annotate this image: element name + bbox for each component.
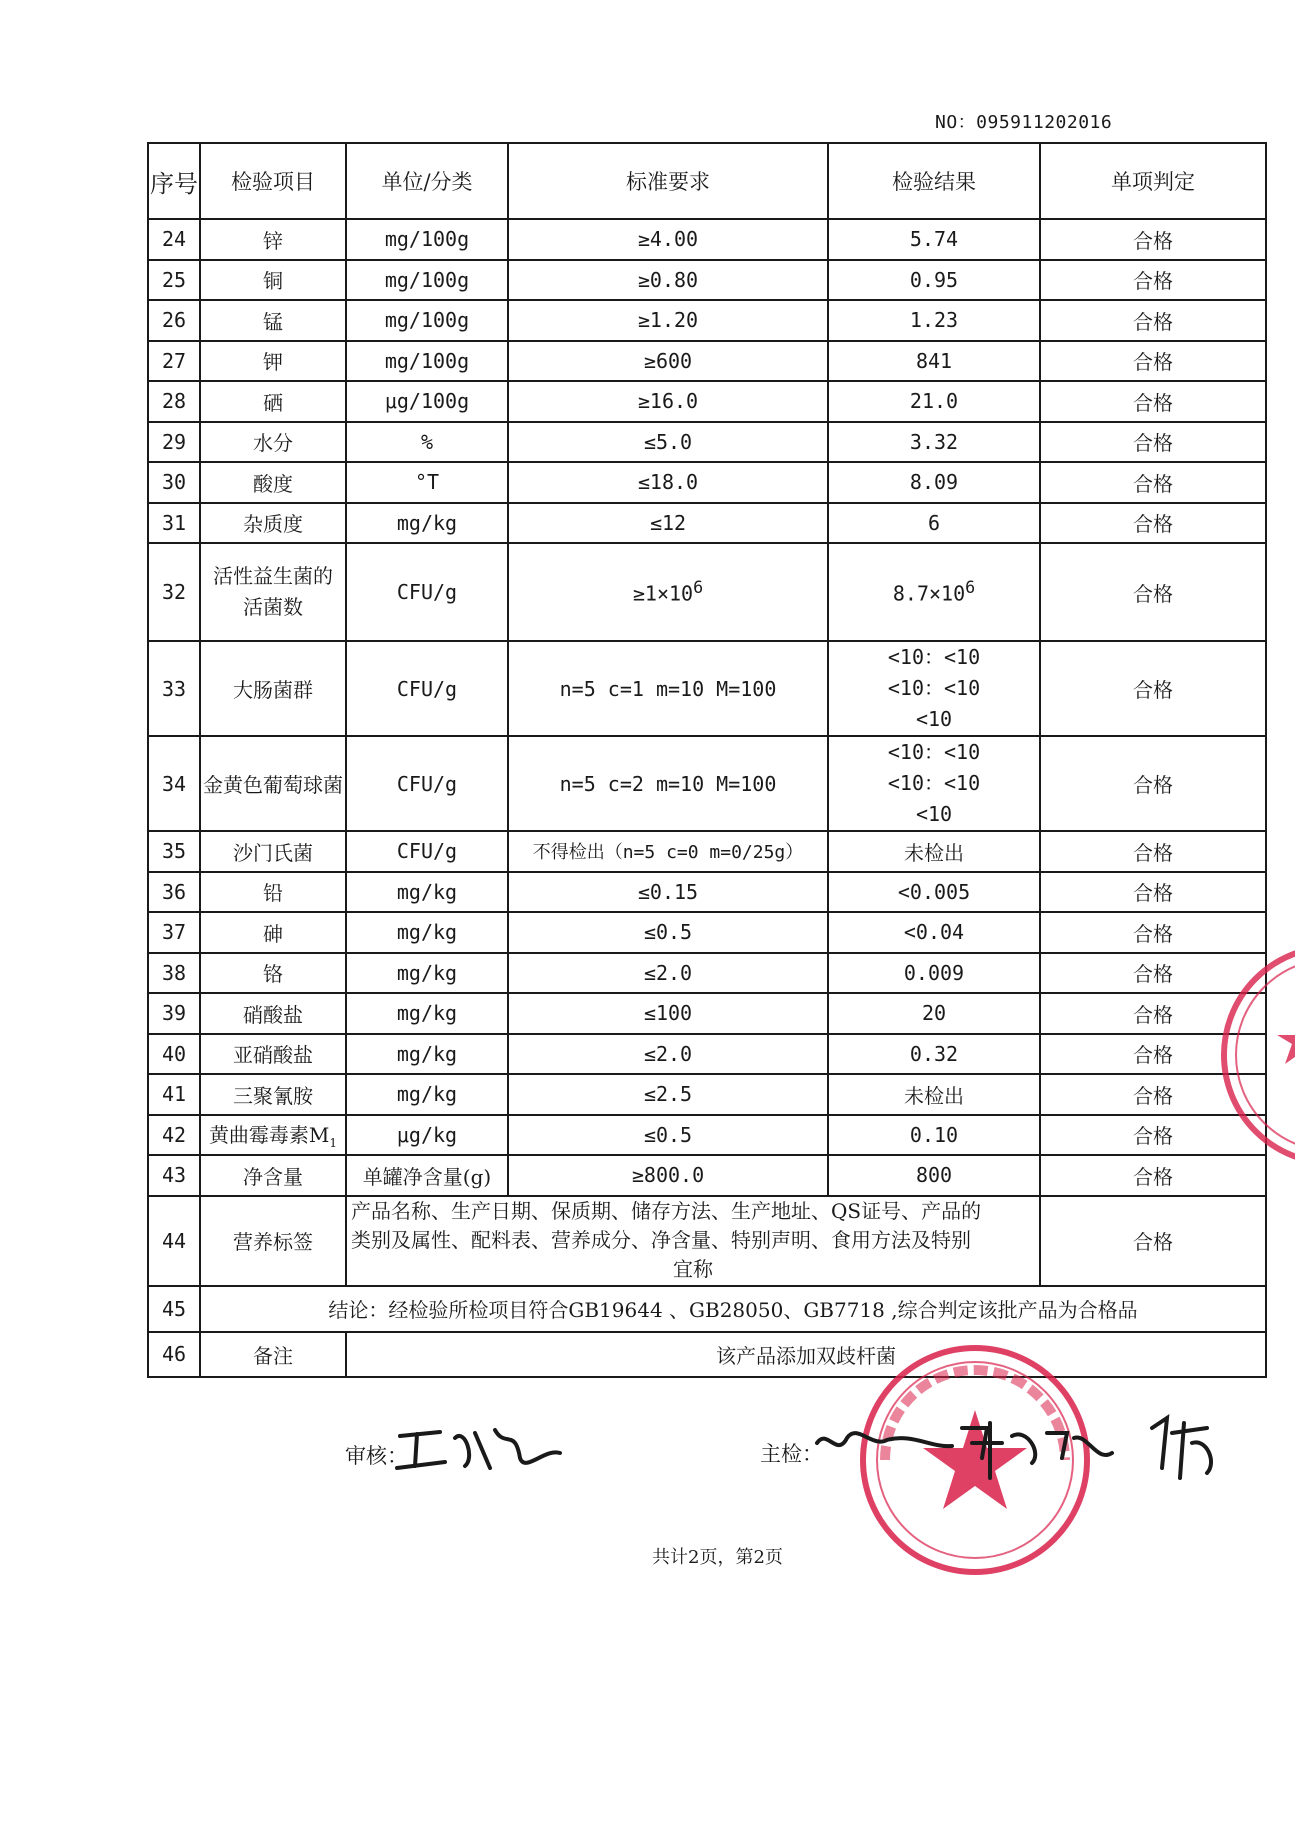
row-unit: mg/100g <box>346 219 508 260</box>
result-exponent: 6 <box>965 578 976 598</box>
row-standard: ≤2.5 <box>508 1074 828 1115</box>
inspector-signatures <box>812 1408 1232 1488</box>
row-unit: μg/kg <box>346 1115 508 1156</box>
row-judgement: 合格 <box>1040 953 1266 994</box>
row-item: 铅 <box>200 872 346 913</box>
requirement-line: 类别及属性、配料表、营养成分、净含量、特别声明、食用方法及特别 <box>351 1228 971 1252</box>
row-judgement: 合格 <box>1040 422 1266 463</box>
row-standard: ≤0.15 <box>508 872 828 913</box>
result-line: <10 <box>915 707 953 731</box>
item-name: 黄曲霉毒素M <box>208 1123 330 1148</box>
row-item: 硝酸盐 <box>200 993 346 1034</box>
row-judgement: 合格 <box>1040 1196 1266 1286</box>
table-row <box>148 1034 1266 1075</box>
header-no: 序号 <box>148 143 200 219</box>
row-judgement: 合格 <box>1040 462 1266 503</box>
row-standard: ≥4.00 <box>508 219 828 260</box>
table-row <box>148 872 1266 913</box>
row-no: 36 <box>148 872 200 913</box>
row-standard: ≤18.0 <box>508 462 828 503</box>
row-result: 未检出 <box>828 1074 1040 1115</box>
row-item: 大肠菌群 <box>200 641 346 736</box>
table-row <box>148 462 1266 503</box>
row-unit: mg/100g <box>346 341 508 382</box>
row-no: 37 <box>148 912 200 953</box>
row-no: 27 <box>148 341 200 382</box>
row-judgement: 合格 <box>1040 1074 1266 1115</box>
row-result: 0.10 <box>828 1115 1040 1156</box>
row-no: 25 <box>148 260 200 301</box>
row-unit: % <box>346 422 508 463</box>
row-no: 30 <box>148 462 200 503</box>
requirement-line: 宜称 <box>673 1257 713 1281</box>
row-standard: ≥1.20 <box>508 300 828 341</box>
row-item: 沙门氏菌 <box>200 831 346 872</box>
result-line: <10：<10 <box>887 645 981 669</box>
row-item: 杂质度 <box>200 503 346 544</box>
header-item: 检验项目 <box>200 143 346 219</box>
row-no: 31 <box>148 503 200 544</box>
table-row <box>148 300 1266 341</box>
row-no: 46 <box>148 1332 200 1377</box>
row-standard: ≤2.0 <box>508 1034 828 1075</box>
table-row <box>148 1155 1266 1196</box>
table-row <box>148 1074 1266 1115</box>
row-standard: ≥0.80 <box>508 260 828 301</box>
row-item-line: 活性益生菌的 <box>213 564 333 588</box>
row-item: 硒 <box>200 381 346 422</box>
row-unit: mg/100g <box>346 260 508 301</box>
row-result: <0.04 <box>828 912 1040 953</box>
row-judgement: 合格 <box>1040 543 1266 641</box>
row-standard: ≤12 <box>508 503 828 544</box>
row-item: 酸度 <box>200 462 346 503</box>
row-no: 43 <box>148 1155 200 1196</box>
row-unit: CFU/g <box>346 736 508 831</box>
row-result: 21.0 <box>828 381 1040 422</box>
row-judgement: 合格 <box>1040 1034 1266 1075</box>
row-unit: mg/kg <box>346 912 508 953</box>
row-no: 26 <box>148 300 200 341</box>
row-judgement: 合格 <box>1040 503 1266 544</box>
row-result: 6 <box>828 503 1040 544</box>
document-number: NO：095911202016 <box>935 112 1113 133</box>
row-unit: CFU/g <box>346 641 508 736</box>
row-unit: mg/kg <box>346 1034 508 1075</box>
row-judgement: 合格 <box>1040 736 1266 831</box>
table-row <box>148 219 1266 260</box>
row-item: 锌 <box>200 219 346 260</box>
row-standard: ≥800.0 <box>508 1155 828 1196</box>
row-item: 锰 <box>200 300 346 341</box>
reviewer-label: 审核： <box>345 1444 408 1468</box>
row-unit: 单罐净含量(g) <box>346 1155 508 1196</box>
row-standard: 不得检出（n=5 c=0 m=0/25g） <box>508 831 828 872</box>
table-header-row <box>148 143 1266 219</box>
row-unit: mg/kg <box>346 872 508 913</box>
table-row <box>148 1196 1266 1286</box>
row-judgement: 合格 <box>1040 1155 1266 1196</box>
row-standard: ≥600 <box>508 341 828 382</box>
standard-exponent: 6 <box>693 578 704 598</box>
row-no: 45 <box>148 1286 200 1332</box>
reviewer-signature <box>395 1418 565 1478</box>
table-row <box>148 381 1266 422</box>
row-item: 备注 <box>200 1332 346 1377</box>
row-standard: ≥16.0 <box>508 381 828 422</box>
row-unit: mg/kg <box>346 503 508 544</box>
row-result: 未检出 <box>828 831 1040 872</box>
row-item <box>200 1115 346 1156</box>
inspector-label: 主检： <box>760 1442 823 1466</box>
row-item: 水分 <box>200 422 346 463</box>
row-result <box>828 641 1040 736</box>
result-line: <10：<10 <box>887 771 981 795</box>
row-item-line: 活菌数 <box>243 595 303 619</box>
row-standard: ≤0.5 <box>508 1115 828 1156</box>
row-judgement: 合格 <box>1040 300 1266 341</box>
row-item: 营养标签 <box>200 1196 346 1286</box>
item-subscript: 1 <box>329 1136 338 1151</box>
row-item: 金黄色葡萄球菌 <box>200 736 346 831</box>
row-no: 33 <box>148 641 200 736</box>
nutrition-label-requirements <box>346 1196 1040 1286</box>
row-judgement: 合格 <box>1040 1115 1266 1156</box>
row-standard: ≤0.5 <box>508 912 828 953</box>
row-no: 40 <box>148 1034 200 1075</box>
table-row <box>148 953 1266 994</box>
row-item: 砷 <box>200 912 346 953</box>
row-judgement: 合格 <box>1040 219 1266 260</box>
row-item: 钾 <box>200 341 346 382</box>
row-no: 24 <box>148 219 200 260</box>
row-result: 1.23 <box>828 300 1040 341</box>
table-row <box>148 641 1266 736</box>
row-unit: mg/100g <box>346 300 508 341</box>
row-result: 8.09 <box>828 462 1040 503</box>
row-result: 0.95 <box>828 260 1040 301</box>
row-no: 29 <box>148 422 200 463</box>
row-unit: °T <box>346 462 508 503</box>
table-row <box>148 1332 1266 1377</box>
row-standard: ≤5.0 <box>508 422 828 463</box>
row-no: 42 <box>148 1115 200 1156</box>
row-standard: ≤2.0 <box>508 953 828 994</box>
row-result: 3.32 <box>828 422 1040 463</box>
remark-text: 该产品添加双歧杆菌 <box>346 1332 1266 1377</box>
row-no: 28 <box>148 381 200 422</box>
result-line: <10 <box>915 802 953 826</box>
row-item <box>200 543 346 641</box>
row-unit: CFU/g <box>346 831 508 872</box>
result-base: 8.7×10 <box>892 581 966 606</box>
row-standard: ≤100 <box>508 993 828 1034</box>
row-item: 三聚氰胺 <box>200 1074 346 1115</box>
standard-base: ≥1×10 <box>632 581 694 606</box>
row-standard: n=5 c=1 m=10 M=100 <box>508 641 828 736</box>
table-row <box>148 736 1266 831</box>
row-item: 净含量 <box>200 1155 346 1196</box>
row-no: 44 <box>148 1196 200 1286</box>
table-row <box>148 1286 1266 1332</box>
requirement-line: 产品名称、生产日期、保质期、储存方法、生产地址、QS证号、产品的 <box>351 1199 982 1223</box>
row-judgement: 合格 <box>1040 831 1266 872</box>
row-item: 铜 <box>200 260 346 301</box>
row-unit: μg/100g <box>346 381 508 422</box>
table-row <box>148 993 1266 1034</box>
row-judgement: 合格 <box>1040 993 1266 1034</box>
row-result: 841 <box>828 341 1040 382</box>
row-unit: mg/kg <box>346 1074 508 1115</box>
row-judgement: 合格 <box>1040 912 1266 953</box>
row-judgement: 合格 <box>1040 872 1266 913</box>
row-no: 35 <box>148 831 200 872</box>
row-unit: mg/kg <box>346 993 508 1034</box>
row-result <box>828 736 1040 831</box>
row-no: 32 <box>148 543 200 641</box>
table-row <box>148 1115 1266 1156</box>
row-item: 亚硝酸盐 <box>200 1034 346 1075</box>
row-result <box>828 543 1040 641</box>
table-row <box>148 422 1266 463</box>
row-no: 34 <box>148 736 200 831</box>
table-row <box>148 831 1266 872</box>
row-unit: CFU/g <box>346 543 508 641</box>
row-judgement: 合格 <box>1040 260 1266 301</box>
row-no: 38 <box>148 953 200 994</box>
result-line: <10：<10 <box>887 740 981 764</box>
row-result: <0.005 <box>828 872 1040 913</box>
table-row <box>148 912 1266 953</box>
row-result: 800 <box>828 1155 1040 1196</box>
row-result: 0.009 <box>828 953 1040 994</box>
result-line: <10：<10 <box>887 676 981 700</box>
row-item: 铬 <box>200 953 346 994</box>
table-row <box>148 341 1266 382</box>
header-standard: 标准要求 <box>508 143 828 219</box>
table-row <box>148 543 1266 641</box>
inspection-table <box>147 142 1267 1378</box>
table-row <box>148 260 1266 301</box>
page-footer: 共计2页，第2页 <box>652 1547 783 1568</box>
row-result: 20 <box>828 993 1040 1034</box>
conclusion-text: 结论：经检验所检项目符合GB19644 、GB28050、GB7718 ,综合判定该批产品为合格品 <box>200 1286 1266 1332</box>
row-standard <box>508 543 828 641</box>
row-no: 41 <box>148 1074 200 1115</box>
company-seal-partial <box>1182 940 1295 1170</box>
row-standard: n=5 c=2 m=10 M=100 <box>508 736 828 831</box>
header-unit: 单位/分类 <box>346 143 508 219</box>
row-judgement: 合格 <box>1040 381 1266 422</box>
row-no: 39 <box>148 993 200 1034</box>
table-row <box>148 503 1266 544</box>
header-judgement: 单项判定 <box>1040 143 1266 219</box>
row-judgement: 合格 <box>1040 641 1266 736</box>
header-result: 检验结果 <box>828 143 1040 219</box>
row-result: 0.32 <box>828 1034 1040 1075</box>
row-unit: mg/kg <box>346 953 508 994</box>
row-result: 5.74 <box>828 219 1040 260</box>
row-judgement: 合格 <box>1040 341 1266 382</box>
